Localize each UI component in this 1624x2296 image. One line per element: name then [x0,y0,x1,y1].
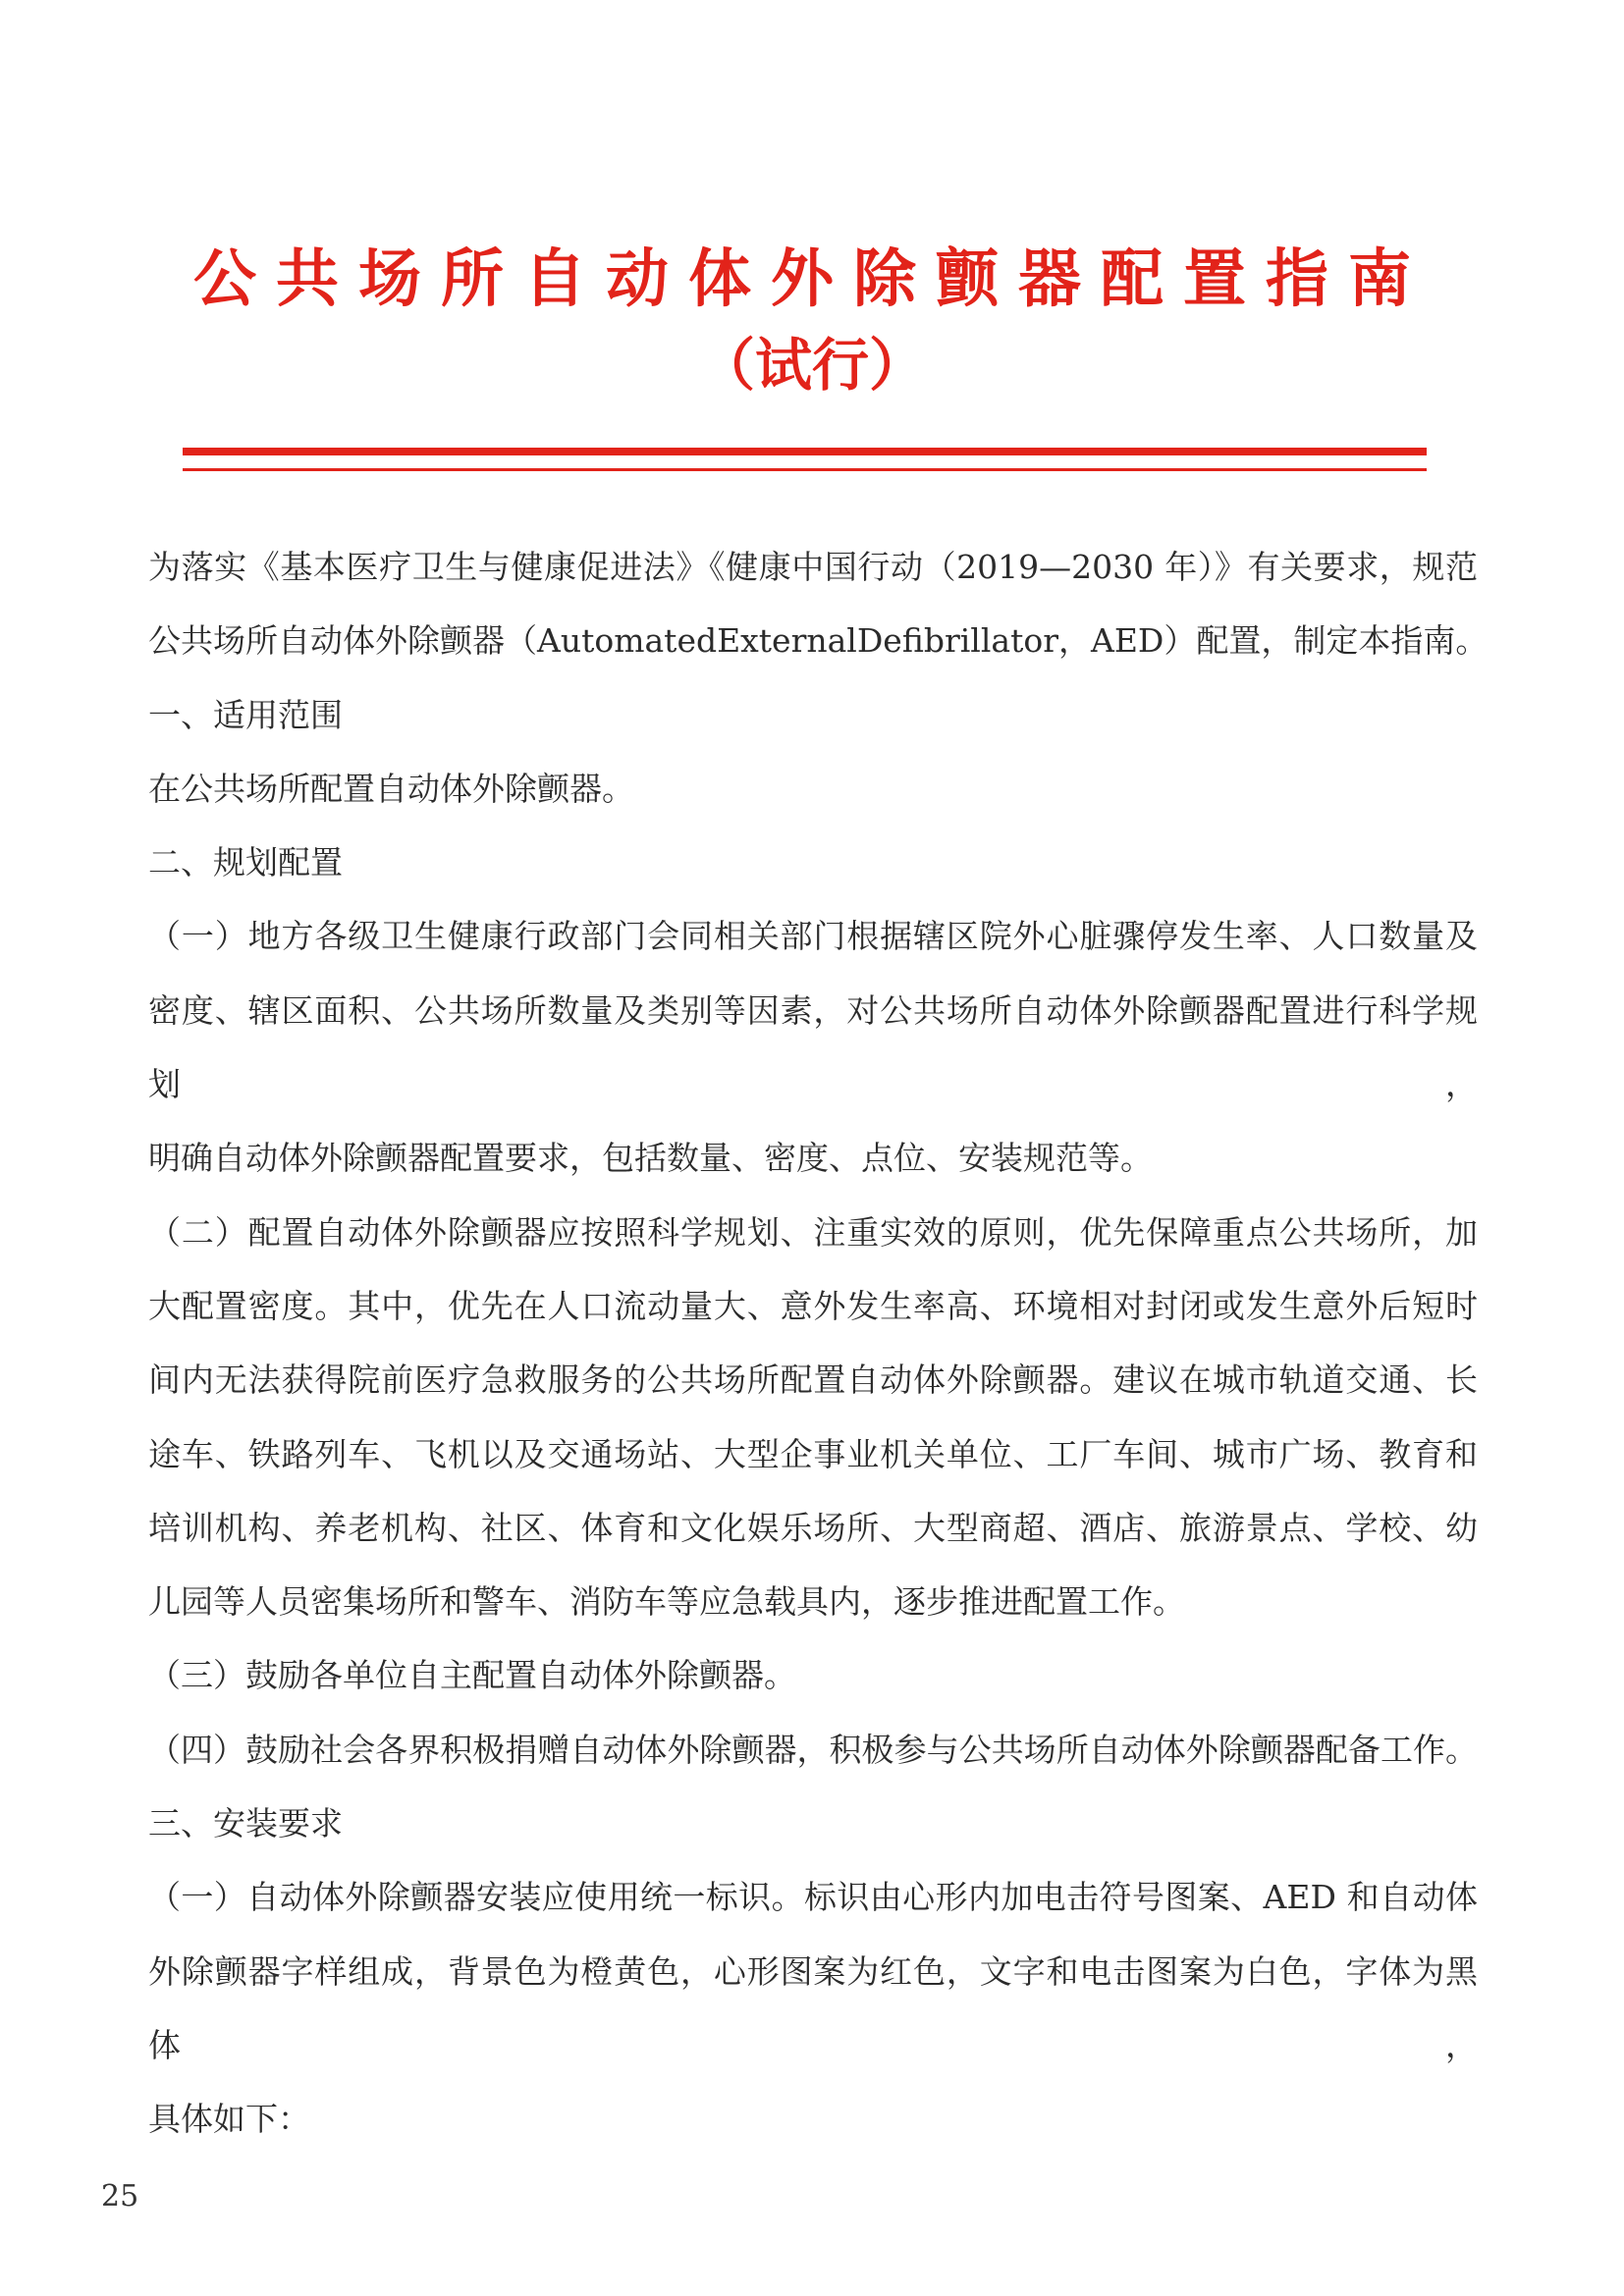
body-line: 二、规划配置 [148,843,343,882]
body-line: 儿园等人员密集场所和警车、消防车等应急载具内，逐步推进配置工作。 [148,1582,1185,1622]
document-title: 公共场所自动体外除颤器配置指南 [193,242,1431,316]
body-line: 外除颤器字样组成，背景色为橙黄色，心形图案为红色，文字和电击图案为白色，字体为黑体， [148,1951,1478,2064]
body-line: 培训机构、养老机构、社区、体育和文化娱乐场所、大型商超、酒店、旅游景点、学校、幼 [148,1508,1478,1547]
body-line: （一）地方各级卫生健康行政部门会同相关部门根据辖区院外心脏骤停发生率、人口数量及 [148,917,1478,956]
page-number: 25 [101,2179,139,2214]
body-line: 具体如下： [148,2100,310,2139]
body-line: 大配置密度。其中，优先在人口流动量大、意外发生率高、环境相对封闭或发生意外后短时 [148,1286,1478,1325]
title-rule-thick [183,448,1427,455]
body-line: （三）鼓励各单位自主配置自动体外除颤器。 [148,1656,796,1695]
body-line: （二）配置自动体外除颤器应按照科学规划、注重实效的原则，优先保障重点公共场所，加 [148,1212,1478,1252]
body-line: 在公共场所配置自动体外除颤器。 [148,769,634,808]
body-line: 为落实《基本医疗卫生与健康促进法》《健康中国行动（2019—2030 年）》有关要求，规范 [148,548,1478,586]
document-subtitle-trial: （试行） [697,332,926,399]
body-line: （四）鼓励社会各界积极捐赠自动体外除颤器，积极参与公共场所自动体外除颤器配备工作。 [148,1730,1478,1769]
document-body [148,530,1489,2157]
body-line: 公共场所自动体外除颤器（AutomatedExternalDefibrillator，AED）配置，制定本指南。 [148,621,1489,661]
body-line: 途车、铁路列车、飞机以及交通场站、大型企事业机关单位、工厂车间、城市广场、教育和 [148,1434,1478,1473]
body-line: 密度、辖区面积、公共场所数量及类别等因素，对公共场所自动体外除颤器配置进行科学规划， [148,990,1478,1104]
body-line: （一）自动体外除颤器安装应使用统一标识。标识由心形内加电击符号图案、AED 和自动体 [148,1878,1478,1917]
body-line: 间内无法获得院前医疗急救服务的公共场所配置自动体外除颤器。建议在城市轨道交通、长 [148,1361,1478,1400]
body-line: 明确自动体外除颤器配置要求，包括数量、密度、点位、安装规范等。 [148,1139,1153,1178]
body-line: 三、安装要求 [148,1804,343,1843]
body-line: 一、适用范围 [148,695,343,734]
title-rule-thin [183,468,1427,471]
